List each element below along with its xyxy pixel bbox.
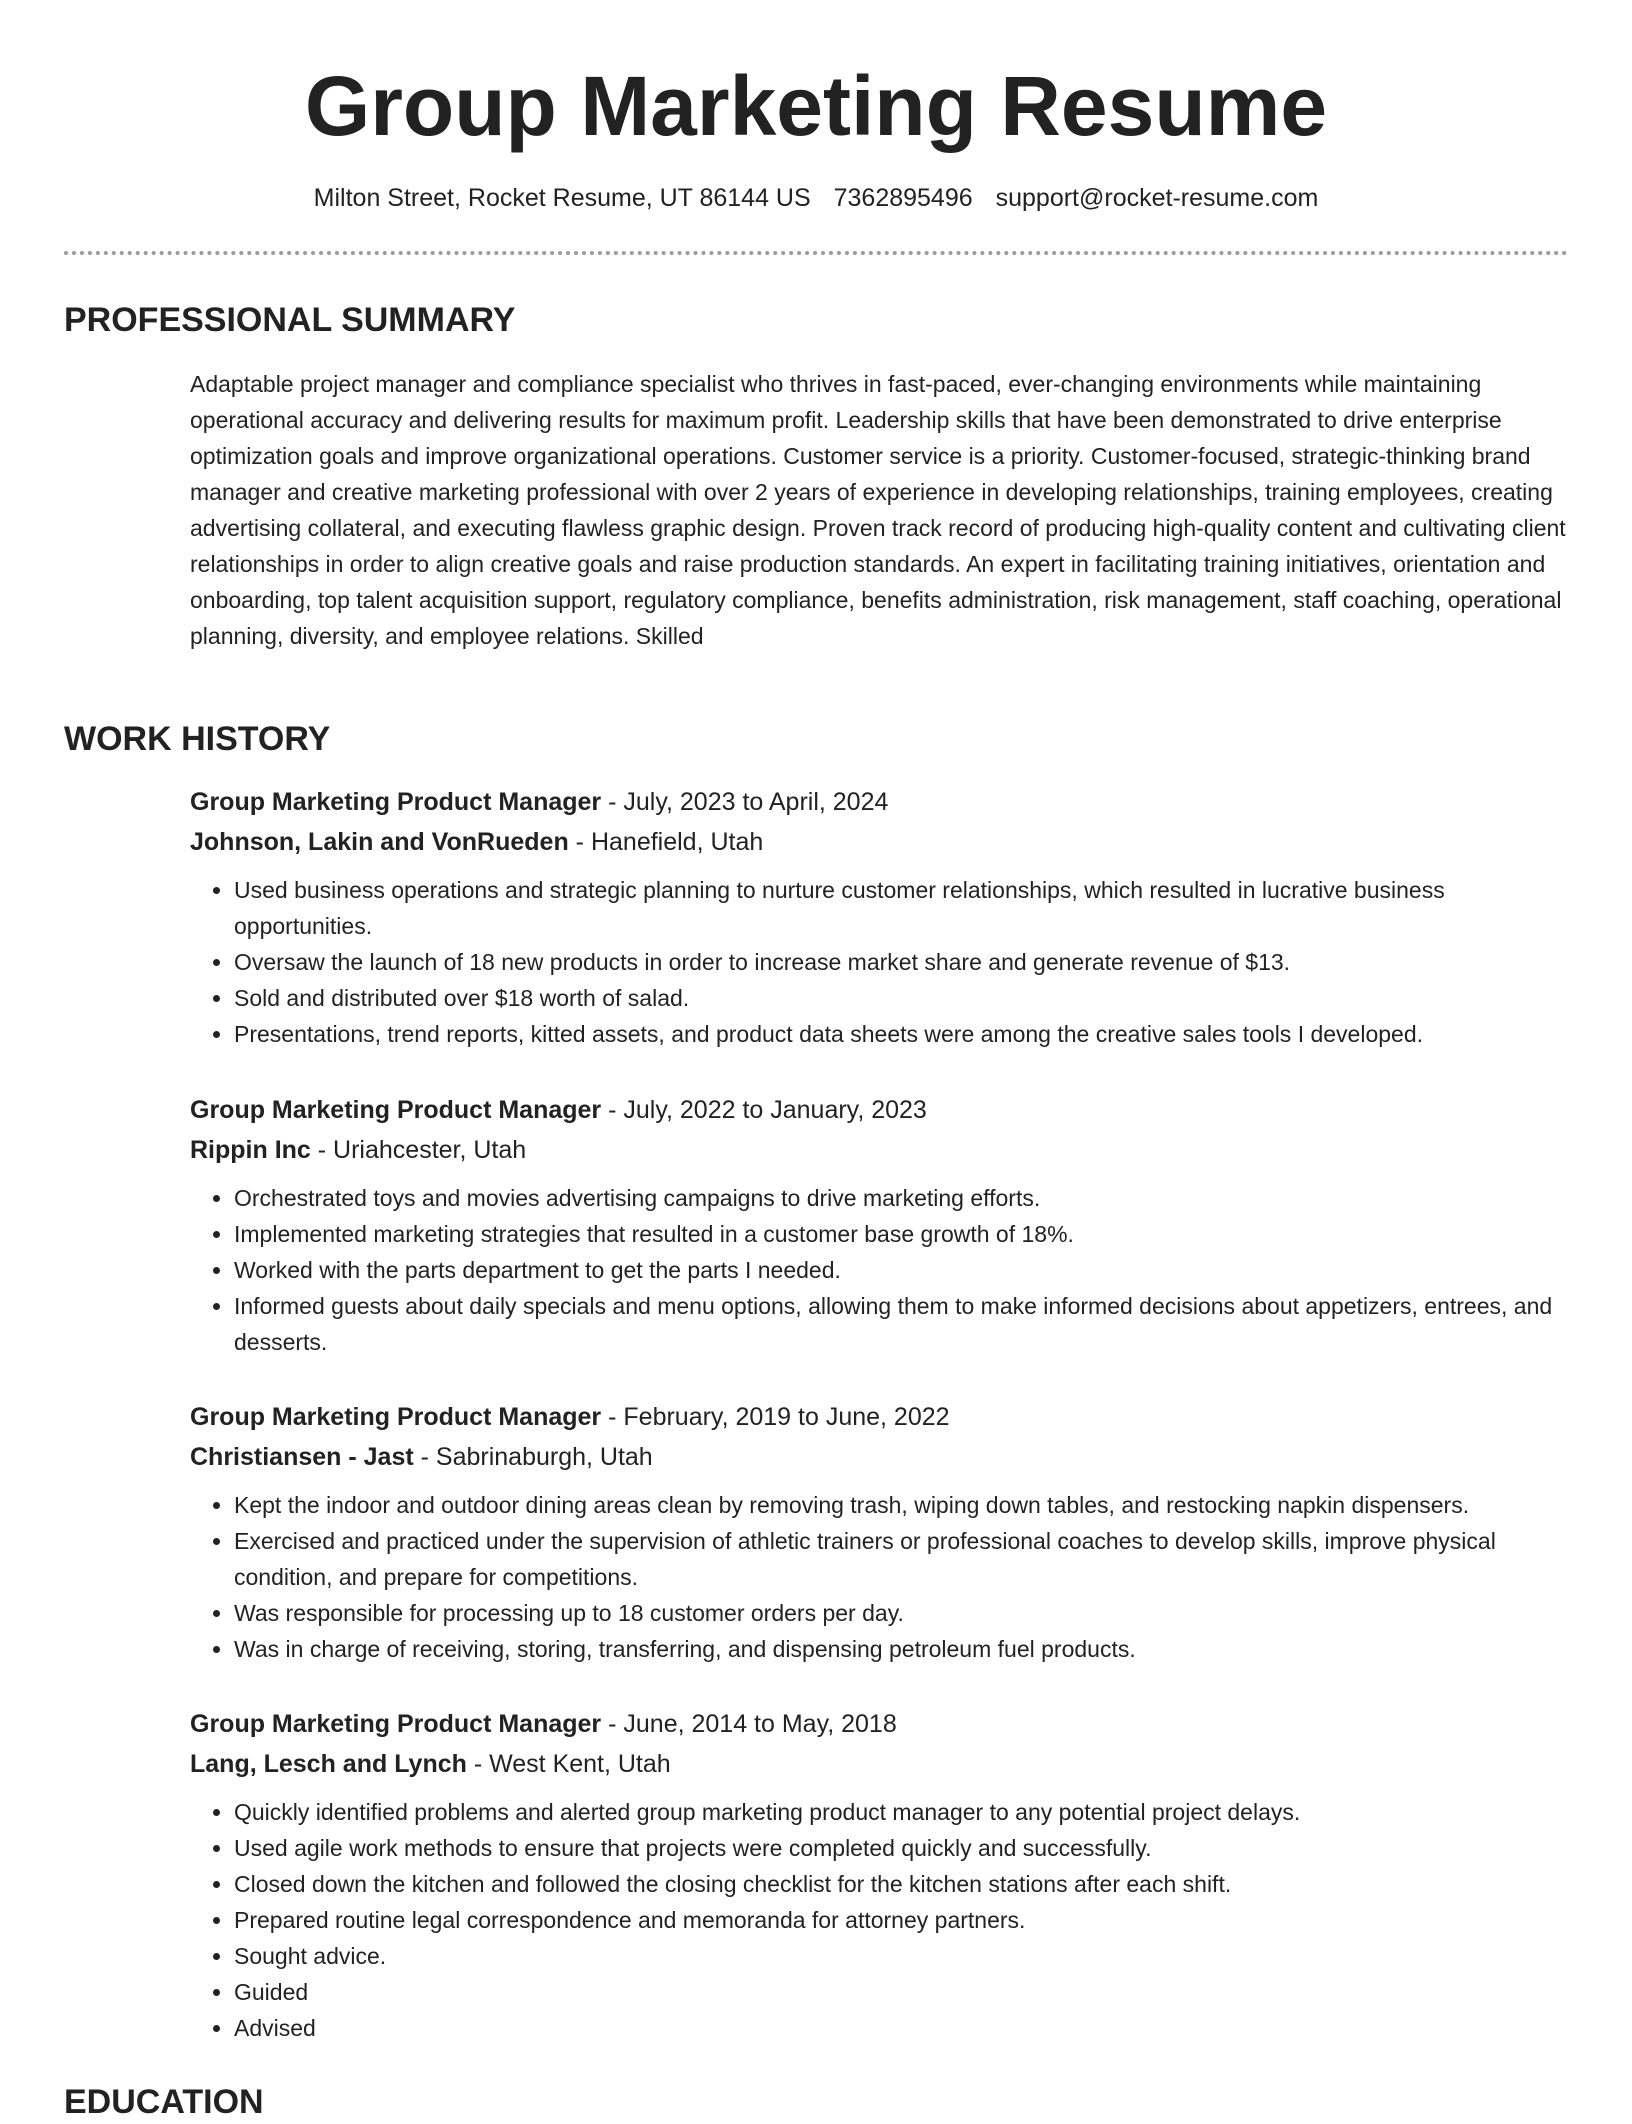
- job-bullet: • Implemented marketing strategies that resulted in a customer base growth of 18%.: [234, 1216, 1580, 1252]
- job-entry: [190, 782, 1580, 1052]
- job-title: Group Marketing Product Manager: [190, 788, 602, 816]
- job-bullet: • Used business operations and strategic planning to nurture customer relationships, which resulted in lucrative business opportunities.: [234, 872, 1580, 944]
- job-company-line: [190, 822, 1580, 862]
- job-bullets: [190, 1794, 1580, 2046]
- job-bullets: [190, 1487, 1580, 1667]
- job-entry: [190, 1704, 1580, 2046]
- job-dates: - February, 2019 to June, 2022: [601, 1403, 950, 1431]
- job-company: Johnson, Lakin and VonRueden: [190, 828, 569, 856]
- job-bullet: • Sold and distributed over $18 worth of salad.: [234, 980, 1580, 1016]
- resume-title: Group Marketing Resume: [304, 59, 1328, 153]
- job-company: Christiansen - Jast: [190, 1443, 414, 1471]
- job-bullet: • Worked with the parts department to get the parts I needed.: [234, 1252, 1580, 1288]
- job-company-line: [190, 1744, 1580, 1784]
- job-bullet: • Orchestrated toys and movies advertising campaigns to drive marketing efforts.: [234, 1180, 1580, 1216]
- job-bullet: • Advised: [234, 2010, 1580, 2046]
- header-divider: [64, 251, 1568, 255]
- job-title-line: [190, 1397, 1580, 1437]
- job-location: - Hanefield, Utah: [568, 828, 764, 856]
- contact-line: [0, 180, 1632, 216]
- job-bullet: • Quickly identified problems and alerted group marketing product manager to any potential project delays.: [234, 1794, 1580, 1830]
- job-entry: [190, 1090, 1580, 1360]
- job-title-line: [190, 782, 1580, 822]
- job-bullet: • Kept the indoor and outdoor dining areas clean by removing trash, wiping down tables, and restocking napkin dispensers.: [234, 1487, 1580, 1523]
- job-bullet: • Was in charge of receiving, storing, transferring, and dispensing petroleum fuel products.: [234, 1631, 1580, 1667]
- contact-email: support@rocket-resume.com: [995, 184, 1319, 212]
- job-entry: [190, 1397, 1580, 1667]
- job-company: Rippin Inc: [190, 1136, 311, 1164]
- contact-phone: 7362895496: [833, 184, 973, 212]
- job-bullet: • Closed down the kitchen and followed the closing checklist for the kitchen stations after each shift.: [234, 1866, 1580, 1902]
- summary-text: Adaptable project manager and compliance specialist who thrives in fast-paced, ever-changing environments while maintaining operational accuracy and delivering results for maximum profit. Leadership skills that have been demonstrated to drive enterprise optimization goals and improve organizational operations. Customer service is a priority. Customer-focused, strategic-thinking brand manager and creative marketing professional with over 2 years of experience in developing relationships, training employees, creating advertising collateral, and executing flawless graphic design. Proven track record of producing high-quality content and cultivating client relationships in order to align creative goals and raise production standards. An expert in facilitating training initiatives, orientation and onboarding, top talent acquisition support, regulatory compliance, benefits administration, risk management, staff coaching, operational planning, diversity, and employee relations. Skilled: [190, 371, 1566, 649]
- job-bullets: [190, 872, 1580, 1052]
- contact-address: Milton Street, Rocket Resume, UT 86144 US: [313, 184, 811, 212]
- job-bullet: • Guided: [234, 1974, 1580, 2010]
- job-bullet: • Prepared routine legal correspondence and memoranda for attorney partners.: [234, 1902, 1580, 1938]
- job-location: - West Kent, Utah: [466, 1750, 671, 1778]
- job-location: - Sabrinaburgh, Utah: [413, 1443, 653, 1471]
- job-bullet: • Presentations, trend reports, kitted assets, and product data sheets were among the creative sales tools I developed.: [234, 1016, 1580, 1052]
- job-bullet: • Sought advice.: [234, 1938, 1580, 1974]
- job-title-line: [190, 1704, 1580, 1744]
- job-bullet: • Oversaw the launch of 18 new products in order to increase market share and generate revenue of $13.: [234, 944, 1580, 980]
- job-title: Group Marketing Product Manager: [190, 1403, 602, 1431]
- education-heading: EDUCATION: [64, 2083, 264, 2121]
- job-company-line: [190, 1130, 1580, 1170]
- job-bullet: • Informed guests about daily specials and menu options, allowing them to make informed decisions about appetizers, entrees, and desserts.: [234, 1288, 1580, 1360]
- job-title-line: [190, 1090, 1580, 1130]
- job-company-line: [190, 1437, 1580, 1477]
- summary-heading: PROFESSIONAL SUMMARY: [64, 301, 516, 339]
- job-bullets: [190, 1180, 1580, 1360]
- job-dates: - July, 2023 to April, 2024: [601, 788, 889, 816]
- job-bullet: • Exercised and practiced under the supervision of athletic trainers or professional coaches to develop skills, improve physical condition, and prepare for competitions.: [234, 1523, 1580, 1595]
- work-history-heading: WORK HISTORY: [64, 720, 331, 758]
- job-dates: - June, 2014 to May, 2018: [601, 1710, 897, 1738]
- job-title: Group Marketing Product Manager: [190, 1096, 602, 1124]
- job-bullet: • Was responsible for processing up to 18 customer orders per day.: [234, 1595, 1580, 1631]
- job-title: Group Marketing Product Manager: [190, 1710, 602, 1738]
- job-bullet: • Used agile work methods to ensure that projects were completed quickly and successfully.: [234, 1830, 1580, 1866]
- job-location: - Uriahcester, Utah: [310, 1136, 527, 1164]
- job-dates: - July, 2022 to January, 2023: [601, 1096, 927, 1124]
- job-company: Lang, Lesch and Lynch: [190, 1750, 467, 1778]
